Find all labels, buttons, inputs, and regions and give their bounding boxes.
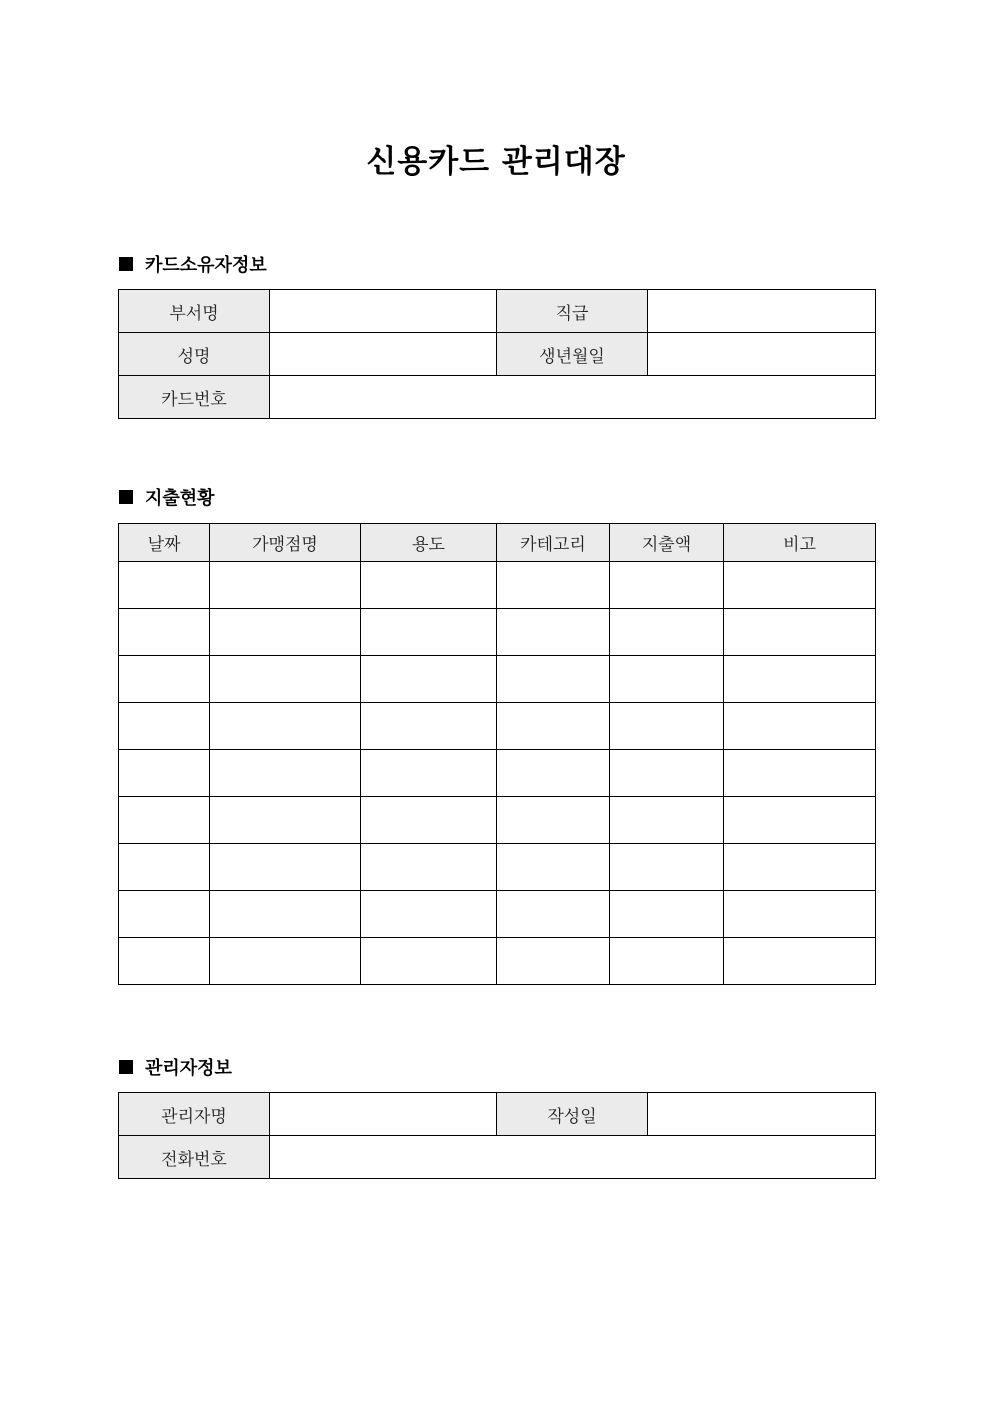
owner-row-name (119, 333, 876, 376)
column-header-purpose: 용도 (361, 524, 497, 562)
expense-cell-merchant[interactable] (210, 844, 361, 891)
square-bullet-icon (119, 1060, 133, 1074)
table-row (119, 609, 876, 656)
expense-cell-amount[interactable] (610, 797, 724, 844)
manager-name-label: 관리자명 (119, 1093, 270, 1136)
table-row (119, 891, 876, 938)
expense-cell-purpose[interactable] (361, 891, 497, 938)
expense-cell-purpose[interactable] (361, 609, 497, 656)
written-date-label: 작성일 (497, 1093, 648, 1136)
expense-cell-date[interactable] (119, 891, 210, 938)
card-number-label: 카드번호 (119, 376, 270, 419)
expense-cell-category[interactable] (497, 844, 610, 891)
expense-cell-merchant[interactable] (210, 609, 361, 656)
owner-row-department (119, 290, 876, 333)
manager-row-phone (119, 1136, 876, 1179)
owner-row-card-number (119, 376, 876, 419)
expense-cell-purpose[interactable] (361, 703, 497, 750)
expense-cell-date[interactable] (119, 797, 210, 844)
expense-cell-date[interactable] (119, 656, 210, 703)
expense-cell-note[interactable] (724, 797, 876, 844)
expense-cell-merchant[interactable] (210, 750, 361, 797)
expense-cell-merchant[interactable] (210, 656, 361, 703)
expense-cell-category[interactable] (497, 562, 610, 609)
expense-cell-purpose[interactable] (361, 656, 497, 703)
expense-cell-merchant[interactable] (210, 562, 361, 609)
card-number-field[interactable] (270, 376, 876, 419)
expense-cell-date[interactable] (119, 844, 210, 891)
table-row (119, 938, 876, 985)
name-field[interactable] (270, 333, 497, 376)
expense-cell-amount[interactable] (610, 656, 724, 703)
phone-field[interactable] (270, 1136, 876, 1179)
manager-name-field[interactable] (270, 1093, 497, 1136)
expense-cell-date[interactable] (119, 703, 210, 750)
expense-cell-date[interactable] (119, 750, 210, 797)
owner-section-title: 카드소유자정보 (145, 255, 267, 276)
column-header-note: 비고 (724, 524, 876, 562)
expense-cell-merchant[interactable] (210, 703, 361, 750)
expense-cell-amount[interactable] (610, 750, 724, 797)
position-field[interactable] (648, 290, 876, 333)
manager-row-name (119, 1093, 876, 1136)
manager-section-heading (119, 1055, 232, 1079)
department-label: 부서명 (119, 290, 270, 333)
expense-cell-category[interactable] (497, 797, 610, 844)
column-header-date: 날짜 (119, 524, 210, 562)
expense-cell-merchant[interactable] (210, 891, 361, 938)
phone-label: 전화번호 (119, 1136, 270, 1179)
owner-section-heading (119, 252, 267, 276)
expense-section-title: 지출현황 (145, 488, 215, 509)
table-row (119, 844, 876, 891)
expense-cell-category[interactable] (497, 703, 610, 750)
expense-cell-category[interactable] (497, 750, 610, 797)
column-header-amount: 지출액 (610, 524, 724, 562)
column-header-category: 카테고리 (497, 524, 610, 562)
expense-cell-purpose[interactable] (361, 750, 497, 797)
table-row (119, 562, 876, 609)
expense-cell-purpose[interactable] (361, 797, 497, 844)
expense-cell-amount[interactable] (610, 562, 724, 609)
expense-cell-category[interactable] (497, 656, 610, 703)
birthdate-field[interactable] (648, 333, 876, 376)
written-date-field[interactable] (648, 1093, 876, 1136)
column-header-merchant: 가맹점명 (210, 524, 361, 562)
expense-header-row (119, 524, 876, 562)
expense-cell-date[interactable] (119, 562, 210, 609)
expense-cell-merchant[interactable] (210, 938, 361, 985)
position-label: 직급 (497, 290, 648, 333)
department-field[interactable] (270, 290, 497, 333)
expense-cell-purpose[interactable] (361, 844, 497, 891)
expense-cell-purpose[interactable] (361, 562, 497, 609)
table-row (119, 656, 876, 703)
square-bullet-icon (119, 490, 133, 504)
page-title: 신용카드 관리대장 (366, 144, 626, 180)
expense-cell-date[interactable] (119, 938, 210, 985)
manager-section-title: 관리자정보 (145, 1058, 232, 1079)
table-row (119, 703, 876, 750)
expense-cell-merchant[interactable] (210, 797, 361, 844)
expense-cell-amount[interactable] (610, 703, 724, 750)
square-bullet-icon (119, 257, 133, 271)
expense-cell-note[interactable] (724, 656, 876, 703)
expense-cell-note[interactable] (724, 562, 876, 609)
expense-cell-amount[interactable] (610, 938, 724, 985)
expense-cell-amount[interactable] (610, 609, 724, 656)
expense-cell-date[interactable] (119, 609, 210, 656)
expense-cell-note[interactable] (724, 844, 876, 891)
expense-table-body (119, 562, 876, 985)
expense-cell-note[interactable] (724, 750, 876, 797)
owner-info-table (118, 289, 876, 419)
expense-cell-amount[interactable] (610, 844, 724, 891)
name-label: 성명 (119, 333, 270, 376)
table-row (119, 750, 876, 797)
expense-cell-note[interactable] (724, 703, 876, 750)
expense-table (118, 523, 876, 985)
expense-cell-amount[interactable] (610, 891, 724, 938)
table-row (119, 797, 876, 844)
birthdate-label: 생년월일 (497, 333, 648, 376)
expense-cell-category[interactable] (497, 891, 610, 938)
expense-cell-category[interactable] (497, 609, 610, 656)
expense-cell-note[interactable] (724, 609, 876, 656)
expense-cell-note[interactable] (724, 938, 876, 985)
expense-cell-purpose[interactable] (361, 938, 497, 985)
expense-cell-category[interactable] (497, 938, 610, 985)
manager-info-table (118, 1092, 876, 1179)
expense-section-heading (119, 485, 215, 509)
expense-cell-note[interactable] (724, 891, 876, 938)
